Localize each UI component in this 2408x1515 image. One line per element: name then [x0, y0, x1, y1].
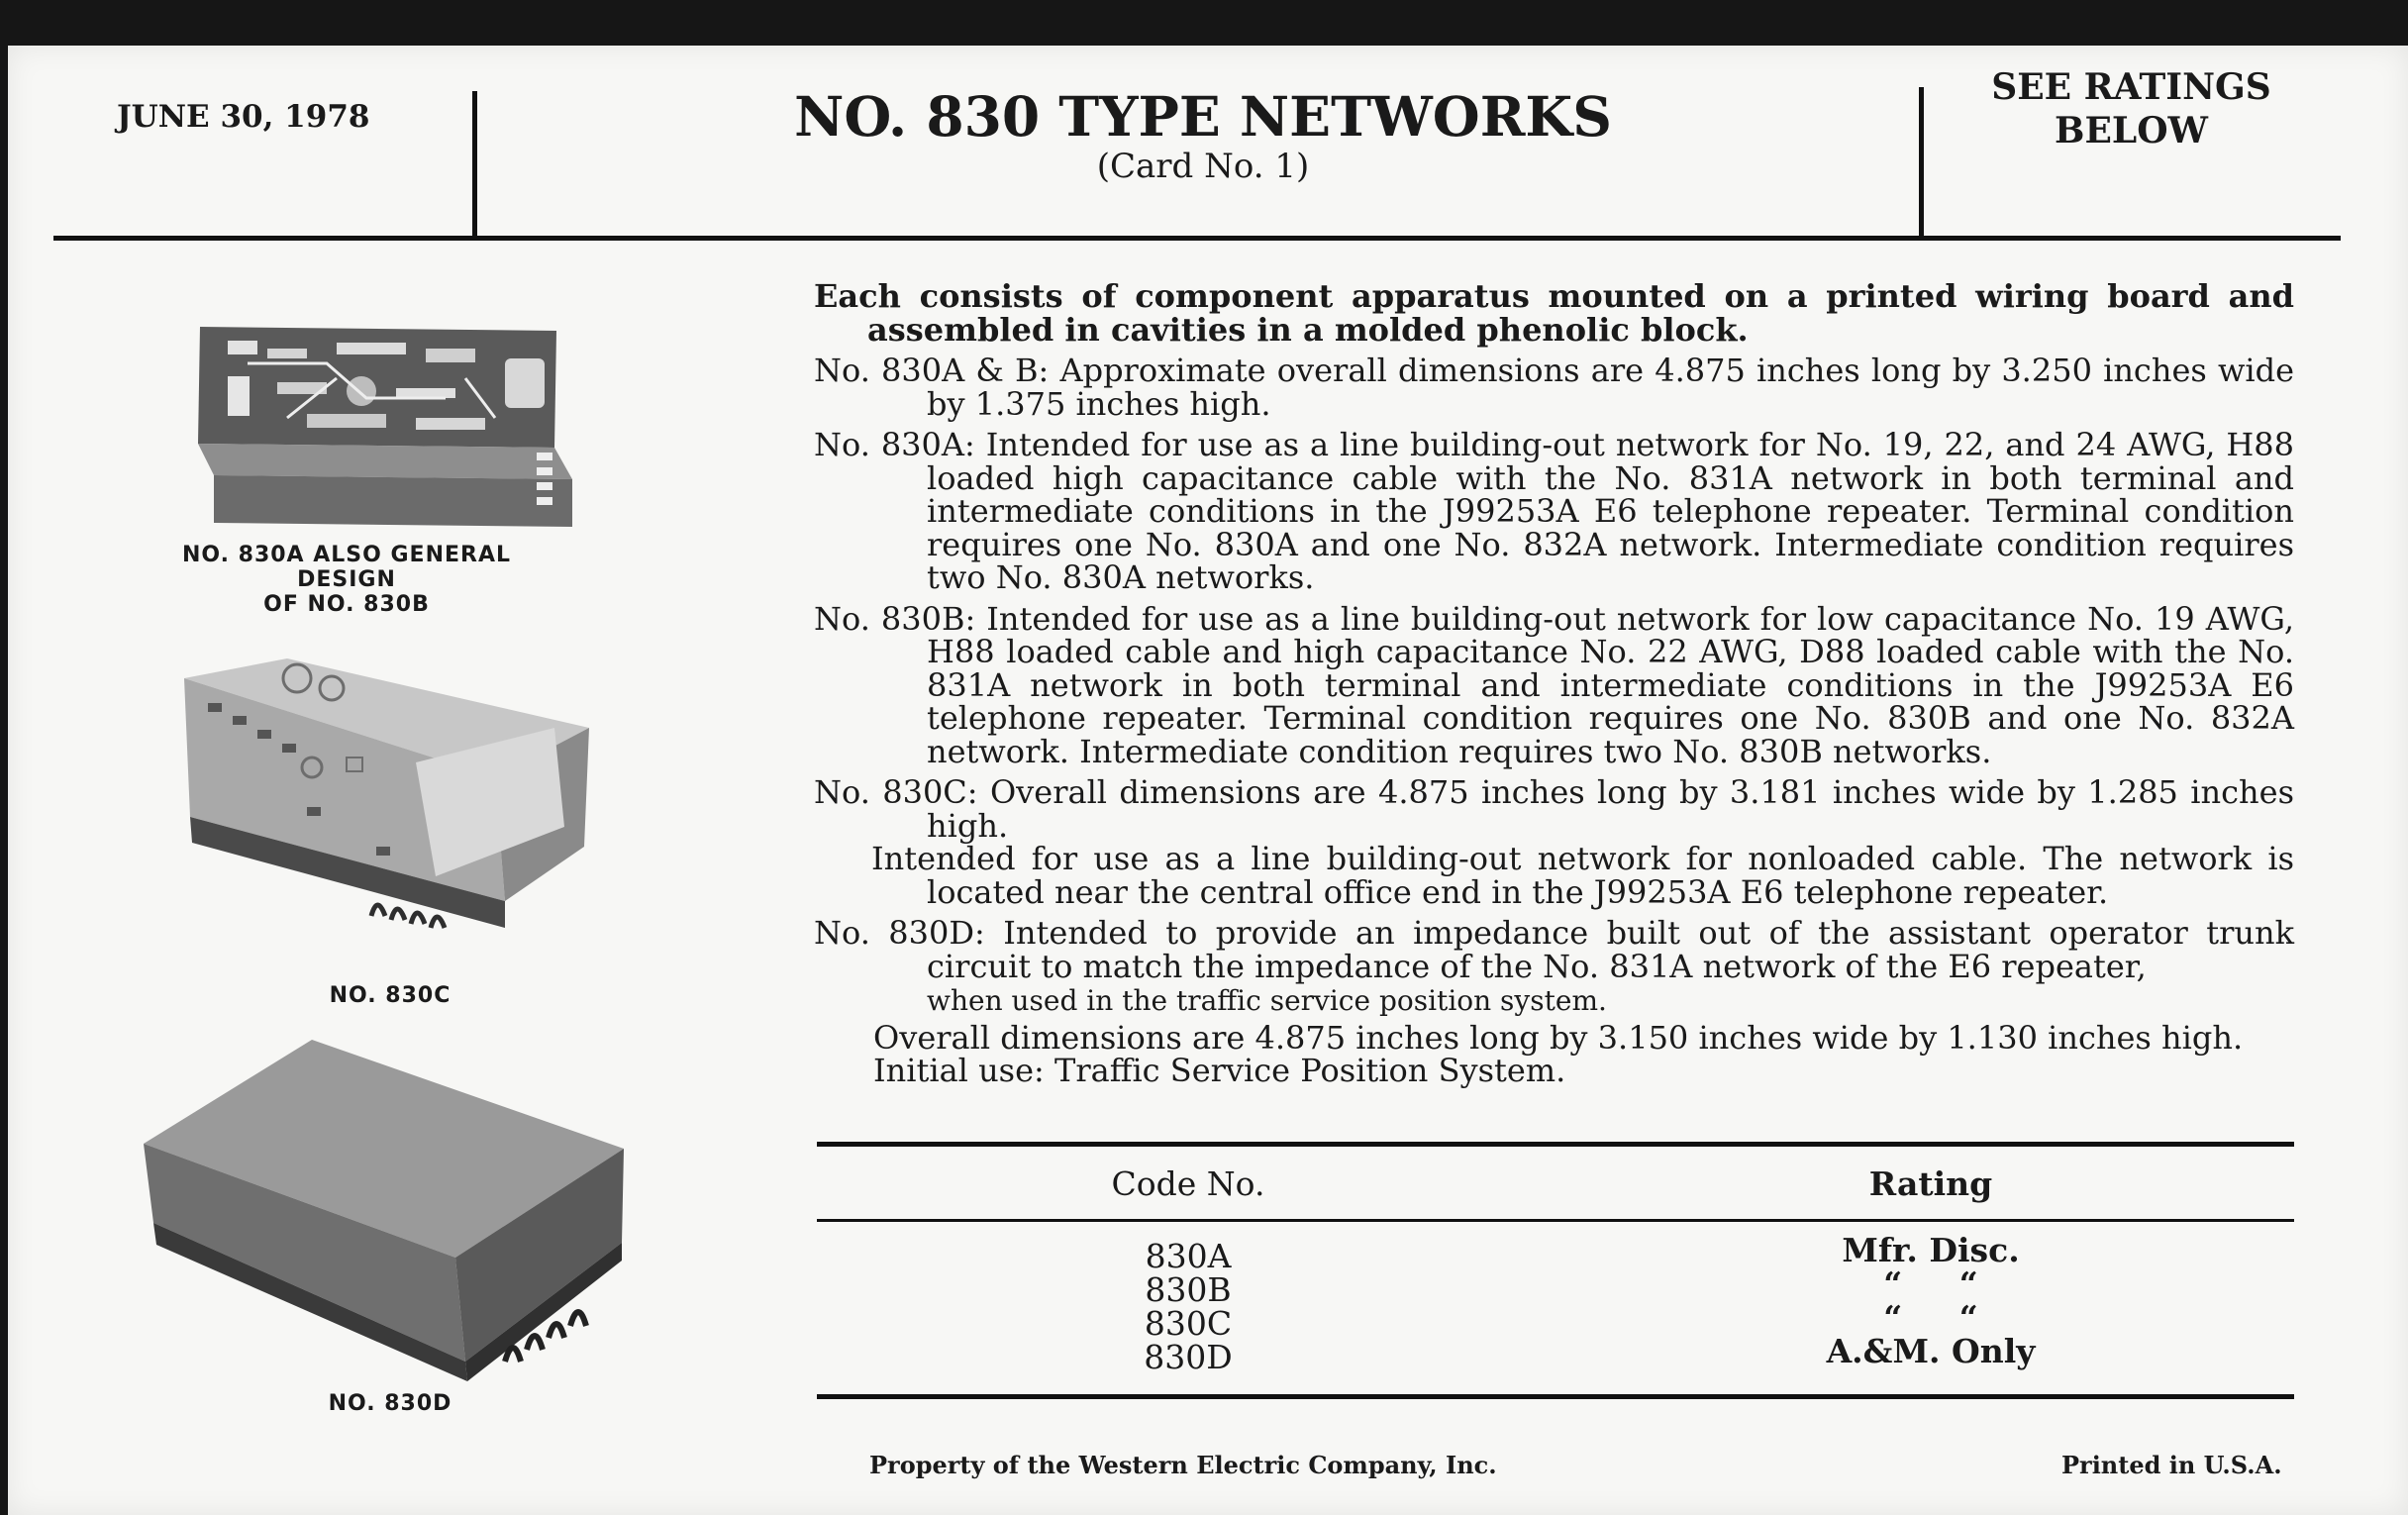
- table-header-rating: Rating: [1868, 1164, 1993, 1203]
- ratings-note: [1916, 65, 2347, 152]
- table-row-code: 830D: [1144, 1338, 1233, 1376]
- table-row-rating: “ “: [1883, 1264, 1978, 1303]
- table-row-rating: Mfr. Disc.: [1842, 1231, 2020, 1269]
- footer-property-note: Property of the Western Electric Company, Inc.: [869, 1451, 1497, 1479]
- item-label: No. 830B:: [814, 599, 976, 638]
- table-top-rule: [817, 1142, 2294, 1147]
- table-column-rating: [1723, 1231, 2139, 1370]
- photo-caption-830a-line2: OF NO. 830B: [263, 592, 430, 617]
- header-rule: [53, 236, 2341, 241]
- photo-caption-830a-line1: NO. 830A ALSO GENERAL DESIGN: [181, 543, 512, 592]
- photo-caption-830a: [129, 543, 564, 617]
- table-row-code: 830C: [1144, 1304, 1233, 1343]
- item-text: Intended for use as a line building-out network for low capacitance No. 19 AWG, H88 loaded cable and high capacitance No. 22 AWG, D88 loaded cable with the No. 831A network in both terminal and intermediate conditions in the J99253A E6 telephone repeater. Terminal condition requires one No. 830B and one No. 832A network. Intermediate condition requires two No. 830B networks.: [927, 599, 2294, 770]
- item-label: No. 830C:: [814, 773, 978, 811]
- table-column-code: [990, 1237, 1386, 1376]
- table-header-code: Code No.: [1111, 1164, 1265, 1203]
- item-830d-note: when used in the traffic service position system.: [927, 984, 1607, 1017]
- ratings-note-line2: BELOW: [2055, 110, 2208, 152]
- page-subtitle: (Card No. 1): [1096, 147, 1310, 186]
- item-830c-usage: Intended for use as a line building-out network for nonloaded cable. The network is located near the central office end in the J99253A E6 telephone repeater.: [871, 840, 2294, 911]
- item-label: No. 830D:: [814, 914, 985, 952]
- item-830d: [814, 914, 2295, 1018]
- table-header-rule: [817, 1219, 2294, 1222]
- item-label: No. 830A:: [814, 426, 975, 463]
- photo-caption-830d: NO. 830D: [328, 1391, 452, 1416]
- footer-print-note: Printed in U.S.A.: [2061, 1451, 2282, 1479]
- intro-paragraph: Each consists of component apparatus mounted on a printed wiring board and assembled in cavities in a molded phenolic block.: [814, 277, 2294, 349]
- item-830c: [814, 773, 2295, 845]
- page-title: NO. 830 TYPE NETWORKS: [794, 84, 1612, 149]
- network-830c-photo: [178, 649, 594, 956]
- item-830a-b: [814, 354, 2294, 421]
- item-text: Intended to provide an impedance built out of the assistant operator trunk circuit to match the impedance of the No. 831A network of the E6 repeater,: [927, 914, 2295, 985]
- table-row-code: 830A: [1145, 1237, 1232, 1275]
- description-block: [814, 277, 2295, 1089]
- item-text: Approximate overall dimensions are 4.875 inches long by 3.250 inches wide by 1.375 inches high.: [927, 352, 2295, 423]
- table-row-code: 830B: [1145, 1270, 1232, 1309]
- item-830d-initial-use: Initial use: Traffic Service Position System.: [873, 1052, 1566, 1089]
- photo-caption-830c: NO. 830C: [329, 983, 452, 1008]
- item-830b: [814, 599, 2294, 770]
- item-830a: [814, 426, 2295, 596]
- table-row-rating: “ “: [1883, 1298, 1978, 1337]
- table-row-rating: A.&M. Only: [1826, 1332, 2036, 1370]
- ratings-note-line1: SEE RATINGS: [1991, 66, 2271, 108]
- card-date: JUNE 30, 1978: [117, 99, 370, 135]
- table-bottom-rule: [817, 1394, 2294, 1399]
- item-label: No. 830A & B:: [814, 352, 1050, 389]
- item-text: Intended for use as a line building-out network for No. 19, 22, and 24 AWG, H88 loaded high capacitance cable with the No. 831A network in both terminal and intermediate conditions in the J99253A E6 telephone repeater. Terminal condition requires one No. 830A and one No. 832A network. Intermediate condition requires two No. 830A networks.: [927, 426, 2295, 596]
- network-830a-photo: [188, 319, 584, 527]
- item-830d-dimensions: Overall dimensions are 4.875 inches long by 3.150 inches wide by 1.130 inches high.: [873, 1018, 2244, 1057]
- network-830d-photo: [139, 1035, 634, 1401]
- item-text: Overall dimensions are 4.875 inches long by 3.181 inches wide by 1.285 inches high.: [927, 773, 2295, 845]
- header-divider-left: [472, 91, 477, 238]
